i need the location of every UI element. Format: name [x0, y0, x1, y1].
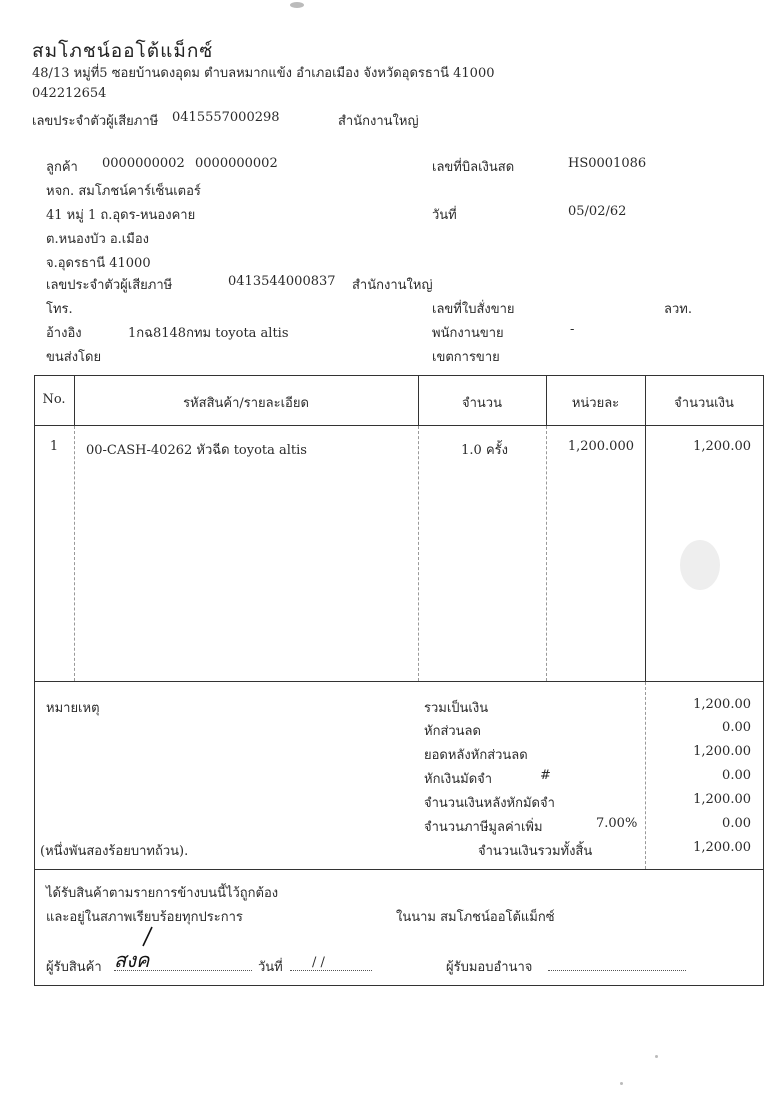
header-amount: จำนวนเงิน	[674, 396, 734, 411]
deposit-label: หักเงินมัดจำ	[424, 772, 493, 787]
footer-border-right	[763, 869, 764, 986]
vat-rate: 7.00%	[596, 816, 638, 831]
row-description: 00-CASH-40262 หัวฉีด toyota altis	[86, 443, 307, 458]
sales-order-label: เลขที่ใบสั่งขาย	[432, 302, 515, 317]
customer-tax-id: 0413544000837	[228, 274, 336, 289]
company-tax-label: เลขประจำตัวผู้เสียภาษี	[32, 114, 159, 129]
scan-smudge	[680, 540, 720, 590]
footer-border-bottom	[34, 985, 764, 986]
col-sep-body	[418, 426, 419, 681]
row-quantity: 1.0 ครั้ง	[461, 443, 508, 458]
bill-number: HS0001086	[568, 156, 647, 171]
customer-address-1: 41 หมู่ 1 ถ.อุดร-หนองคาย	[46, 208, 196, 223]
receiver-signature: สงค	[114, 948, 150, 972]
footer-border-left	[34, 869, 35, 986]
after-discount-value: 1,200.00	[693, 744, 751, 759]
amount-in-words: (หนึ่งพันสองร้อยบาทถ้วน).	[40, 844, 189, 859]
company-tax-id: 0415557000298	[172, 110, 280, 125]
deposit-mark: #	[540, 768, 551, 783]
reference-label: อ้างอิง	[46, 326, 82, 341]
table-body-divider	[34, 681, 764, 682]
row-unit-price: 1,200.000	[567, 439, 634, 454]
subtotal-label: รวมเป็นเงิน	[424, 701, 489, 716]
salesman-label: พนักงานขาย	[432, 326, 504, 341]
company-address: 48/13 หมู่ที่5 ซอยบ้านดงอุดม ตำบลหมากแข้ง อำเภอเมือง จังหวัดอุดรธานี 41000	[32, 66, 495, 81]
scan-speck	[655, 1055, 658, 1058]
phone-label: โทร.	[46, 302, 73, 317]
received-statement-2: และอยู่ในสภาพเรียบร้อยทุกประการ	[46, 910, 243, 925]
customer-code-1: 0000000002	[102, 156, 185, 171]
bill-number-label: เลขที่บิลเงินสด	[432, 160, 515, 175]
customer-tax-label: เลขประจำตัวผู้เสียภาษี	[46, 278, 173, 293]
table-border-top	[34, 375, 764, 376]
row-no: 1	[49, 439, 59, 454]
customer-name: หจก. สมโภชน์คาร์เซ็นเตอร์	[46, 184, 201, 199]
authorized-label: ผู้รับมอบอำนาจ	[446, 960, 533, 975]
discount-label: หักส่วนลด	[424, 724, 481, 739]
on-behalf-of: ในนาม สมโภชน์ออโต้แม็กซ์	[396, 910, 555, 925]
reference-value: 1กฉ8148กทม toyota altis	[128, 326, 289, 341]
receive-date-label: วันที่	[258, 960, 283, 975]
scan-speck	[620, 1082, 623, 1085]
header-unit-price: หน่วยละ	[571, 396, 620, 411]
signature-stroke-icon	[140, 926, 154, 948]
company-branch: สำนักงานใหญ่	[338, 114, 419, 129]
remark-label: หมายเหตุ	[46, 701, 100, 716]
header-no: No.	[42, 392, 66, 407]
after-discount-label: ยอดหลังหักส่วนลด	[424, 748, 528, 763]
col-sep-body	[74, 426, 75, 681]
table-border-bottom	[34, 869, 764, 870]
sales-zone-label: เขตการขาย	[432, 350, 500, 365]
table-header-divider	[34, 425, 764, 426]
bill-date-label: วันที่	[432, 208, 457, 223]
header-quantity: จำนวน	[462, 396, 502, 411]
table-border-right	[763, 375, 764, 870]
customer-address-2: ต.หนองบัว อ.เมือง	[46, 232, 149, 247]
company-phone: 042212654	[32, 86, 107, 101]
sales-order-value: ลวท.	[664, 302, 692, 317]
bill-date: 05/02/62	[568, 204, 627, 219]
subtotal-value: 1,200.00	[693, 697, 751, 712]
after-deposit-value: 1,200.00	[693, 792, 751, 807]
col-sep-header	[645, 375, 646, 681]
deposit-value: 0.00	[722, 768, 751, 783]
receive-date-blank: / /	[312, 955, 325, 970]
receiver-label: ผู้รับสินค้า	[46, 960, 102, 975]
discount-value: 0.00	[722, 720, 751, 735]
customer-label: ลูกค้า	[46, 160, 78, 175]
customer-address-3: จ.อุดรธานี 41000	[46, 256, 151, 271]
shipping-label: ขนส่งโดย	[46, 350, 102, 365]
header-description: รหัสสินค้า/รายละเอียด	[183, 396, 309, 411]
vat-value: 0.00	[722, 816, 751, 831]
customer-code-2: 0000000002	[195, 156, 278, 171]
scan-speck	[290, 2, 304, 8]
salesman-value: -	[570, 322, 575, 337]
receive-date-line	[290, 970, 372, 971]
grand-total-value: 1,200.00	[693, 840, 751, 855]
authorized-signature-line	[548, 970, 686, 971]
company-name: สมโภชน์ออโต้แม็กซ์	[32, 40, 214, 62]
received-statement-1: ได้รับสินค้าตามรายการข้างบนนี้ไว้ถูกต้อง	[46, 886, 279, 901]
col-sep-body	[546, 426, 547, 681]
row-amount: 1,200.00	[693, 439, 751, 454]
vat-label: จำนวนภาษีมูลค่าเพิ่ม	[424, 820, 543, 835]
after-deposit-label: จำนวนเงินหลังหักมัดจำ	[424, 796, 555, 811]
customer-branch: สำนักงานใหญ่	[352, 278, 433, 293]
grand-total-label: จำนวนเงินรวมทั้งสิ้น	[478, 844, 593, 859]
